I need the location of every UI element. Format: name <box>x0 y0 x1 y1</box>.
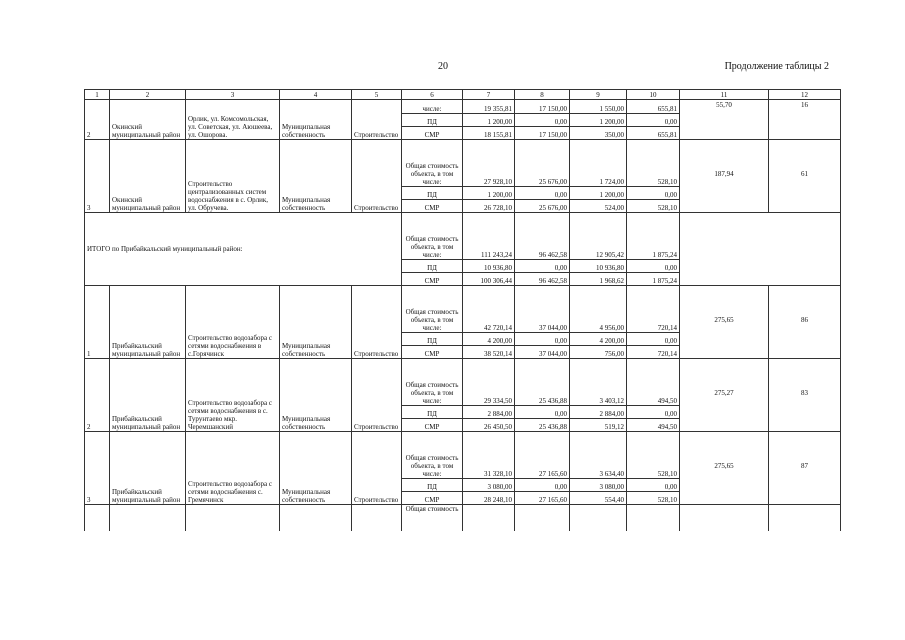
district-cell: Прибайкальский муниципальный район <box>110 432 186 505</box>
ownership-cell: Муниципальная собственность <box>280 359 352 432</box>
cost-label-smr: СМР <box>402 492 463 505</box>
work-type-cell: Строительство <box>352 359 402 432</box>
value-cell: 0,00 <box>515 406 570 419</box>
page-number: 20 <box>438 61 448 72</box>
colnum: 4 <box>280 90 352 100</box>
cost-label-total: Общая стоимость объекта, в том числе: <box>402 359 463 406</box>
col12-cell: 61 <box>769 140 841 213</box>
work-type-cell: Строительство <box>352 286 402 359</box>
table-row <box>85 359 841 406</box>
district-cell: Окинский муниципальный район <box>110 100 186 140</box>
value-cell: 528,10 <box>627 432 680 479</box>
cost-label-pd: ПД <box>402 187 463 200</box>
table-row <box>85 100 841 114</box>
cost-label-pd: ПД <box>402 260 463 273</box>
colnum: 6 <box>402 90 463 100</box>
table-row <box>85 432 841 479</box>
empty-cell <box>110 505 186 531</box>
colnum: 11 <box>680 90 769 100</box>
row-number: 2 <box>85 100 110 140</box>
value-cell: 19 355,81 <box>463 100 515 114</box>
table-row <box>85 140 841 187</box>
value-cell: 25 436,88 <box>515 359 570 406</box>
value-cell: 1 724,00 <box>570 140 627 187</box>
value-cell: 2 884,00 <box>570 406 627 419</box>
cost-label-smr: СМР <box>402 127 463 140</box>
colnum: 8 <box>515 90 570 100</box>
colnum: 7 <box>463 90 515 100</box>
ownership-cell: Муниципальная собственность <box>280 286 352 359</box>
value-cell: 100 306,44 <box>463 273 515 286</box>
colnum: 9 <box>570 90 627 100</box>
value-cell: 0,00 <box>515 260 570 273</box>
value-cell: 0,00 <box>627 114 680 127</box>
value-cell: 2 884,00 <box>463 406 515 419</box>
col11-cell: 275,65 <box>680 286 769 359</box>
value-cell: 756,00 <box>570 346 627 359</box>
table-row <box>85 286 841 333</box>
value-cell: 4 200,00 <box>570 333 627 346</box>
value-cell: 1 875,24 <box>627 213 680 260</box>
cost-label-pd: ПД <box>402 114 463 127</box>
col12-cell: 16 <box>769 100 841 140</box>
value-cell: 528,10 <box>627 200 680 213</box>
colnum: 3 <box>186 90 280 100</box>
object-cell: Строительство водозабора с сетями водоснабжения в с.Горячинск <box>186 286 280 359</box>
value-cell: 17 150,00 <box>515 100 570 114</box>
value-cell: 96 462,58 <box>515 273 570 286</box>
work-type-cell: Строительство <box>352 100 402 140</box>
value-cell: 720,14 <box>627 286 680 333</box>
value-cell: 1 200,00 <box>570 187 627 200</box>
empty-cell <box>463 505 515 531</box>
value-cell: 528,10 <box>627 140 680 187</box>
value-cell: 1 200,00 <box>570 114 627 127</box>
col12-cell: 83 <box>769 359 841 432</box>
cost-label-total: Общая стоимость объекта, в том числе: <box>402 213 463 260</box>
value-cell: 26 728,10 <box>463 200 515 213</box>
value-cell: 494,50 <box>627 359 680 406</box>
cost-label-smr: СМР <box>402 346 463 359</box>
value-cell: 26 450,50 <box>463 419 515 432</box>
value-cell: 0,00 <box>627 333 680 346</box>
value-cell: 350,00 <box>570 127 627 140</box>
value-cell: 3 403,12 <box>570 359 627 406</box>
district-cell: Окинский муниципальный район <box>110 140 186 213</box>
district-cell: Прибайкальский муниципальный район <box>110 359 186 432</box>
value-cell: 1 200,00 <box>463 114 515 127</box>
value-cell: 1 200,00 <box>463 187 515 200</box>
cost-label-total: Общая стоимость объекта, в том числе: <box>402 286 463 333</box>
empty-cell <box>769 505 841 531</box>
value-cell: 0,00 <box>515 114 570 127</box>
value-cell: 524,00 <box>570 200 627 213</box>
value-cell: 12 905,42 <box>570 213 627 260</box>
value-cell: 1 550,00 <box>570 100 627 114</box>
value-cell: 4 956,00 <box>570 286 627 333</box>
empty-cell <box>186 505 280 531</box>
work-type-cell: Строительство <box>352 432 402 505</box>
empty-cell <box>85 505 110 531</box>
colnum: 1 <box>85 90 110 100</box>
cost-label-smr: СМР <box>402 419 463 432</box>
table-row <box>85 213 841 260</box>
value-cell: 10 936,80 <box>570 260 627 273</box>
colnum: 2 <box>110 90 186 100</box>
row-number: 3 <box>85 432 110 505</box>
table-row <box>85 505 841 531</box>
ownership-cell: Муниципальная собственность <box>280 140 352 213</box>
colnum: 10 <box>627 90 680 100</box>
empty-cell <box>280 505 352 531</box>
cost-label-pd: ПД <box>402 479 463 492</box>
value-cell: 720,14 <box>627 346 680 359</box>
value-cell: 1 968,62 <box>570 273 627 286</box>
value-cell: 3 080,00 <box>463 479 515 492</box>
col11-cell: 55,70 <box>680 100 769 140</box>
value-cell: 37 044,00 <box>515 286 570 333</box>
value-cell: 27 165,60 <box>515 492 570 505</box>
value-cell: 0,00 <box>627 260 680 273</box>
value-cell: 38 520,14 <box>463 346 515 359</box>
cost-label-smr: СМР <box>402 273 463 286</box>
object-cell: Строительство водозабора с сетями водоснабжения в с. Турунтаево мкр. Черемшанский <box>186 359 280 432</box>
object-cell: Строительство водозабора с сетями водоснабжения с. Гремячинск <box>186 432 280 505</box>
value-cell: 0,00 <box>515 187 570 200</box>
ownership-cell: Муниципальная собственность <box>280 100 352 140</box>
value-cell: 28 248,10 <box>463 492 515 505</box>
cost-label-smr: СМР <box>402 200 463 213</box>
value-cell: 1 875,24 <box>627 273 680 286</box>
empty-cell <box>352 505 402 531</box>
value-cell: 0,00 <box>627 187 680 200</box>
cost-label-total: числе: <box>402 100 463 114</box>
value-cell: 96 462,58 <box>515 213 570 260</box>
empty-cell <box>515 505 570 531</box>
row-number: 3 <box>85 140 110 213</box>
cost-label-pd: ПД <box>402 333 463 346</box>
empty-cell <box>680 505 769 531</box>
value-cell: 18 155,81 <box>463 127 515 140</box>
row-number: 2 <box>85 359 110 432</box>
cost-label-pd: ПД <box>402 406 463 419</box>
col12-cell: 87 <box>769 432 841 505</box>
continuation-label: Продолжение таблицы 2 <box>724 61 829 72</box>
object-cell: Строительство централизованных систем водоснабжения в с. Орлик, ул. Обручева. <box>186 140 280 213</box>
cost-label-total: Общая стоимость объекта, в том числе: <box>402 140 463 187</box>
value-cell: 0,00 <box>515 479 570 492</box>
itogo-label: ИТОГО по Прибайкальский муниципальный район: <box>85 213 402 286</box>
data-table <box>84 89 841 531</box>
col11-cell: 187,94 <box>680 140 769 213</box>
colnum: 5 <box>352 90 402 100</box>
value-cell: 0,00 <box>627 479 680 492</box>
col11-cell: 275,27 <box>680 359 769 432</box>
value-cell: 4 200,00 <box>463 333 515 346</box>
value-cell: 3 634,40 <box>570 432 627 479</box>
value-cell: 17 150,00 <box>515 127 570 140</box>
value-cell: 528,10 <box>627 492 680 505</box>
colnum: 12 <box>769 90 841 100</box>
value-cell: 37 044,00 <box>515 346 570 359</box>
cost-label-total: Общая стоимость <box>402 505 463 531</box>
empty-cell <box>627 505 680 531</box>
value-cell: 0,00 <box>515 333 570 346</box>
value-cell: 29 334,50 <box>463 359 515 406</box>
value-cell: 494,50 <box>627 419 680 432</box>
value-cell: 31 328,10 <box>463 432 515 479</box>
empty-cell <box>570 505 627 531</box>
value-cell: 27 165,60 <box>515 432 570 479</box>
value-cell: 27 928,10 <box>463 140 515 187</box>
value-cell: 655,81 <box>627 100 680 114</box>
value-cell: 0,00 <box>627 406 680 419</box>
row-number: 1 <box>85 286 110 359</box>
empty-cell <box>680 213 841 286</box>
value-cell: 42 720,14 <box>463 286 515 333</box>
column-number-row <box>85 90 841 100</box>
work-type-cell: Строительство <box>352 140 402 213</box>
district-cell: Прибайкальский муниципальный район <box>110 286 186 359</box>
object-cell: Орлик, ул. Комсомольская, ул. Советская, ул. Аюшеева, ул. Ошорова. <box>186 100 280 140</box>
col11-cell: 275,65 <box>680 432 769 505</box>
value-cell: 554,40 <box>570 492 627 505</box>
value-cell: 3 080,00 <box>570 479 627 492</box>
value-cell: 25 676,00 <box>515 140 570 187</box>
value-cell: 25 676,00 <box>515 200 570 213</box>
value-cell: 10 936,80 <box>463 260 515 273</box>
col12-cell: 86 <box>769 286 841 359</box>
value-cell: 519,12 <box>570 419 627 432</box>
value-cell: 25 436,88 <box>515 419 570 432</box>
value-cell: 655,81 <box>627 127 680 140</box>
cost-label-total: Общая стоимость объекта, в том числе: <box>402 432 463 479</box>
value-cell: 111 243,24 <box>463 213 515 260</box>
ownership-cell: Муниципальная собственность <box>280 432 352 505</box>
